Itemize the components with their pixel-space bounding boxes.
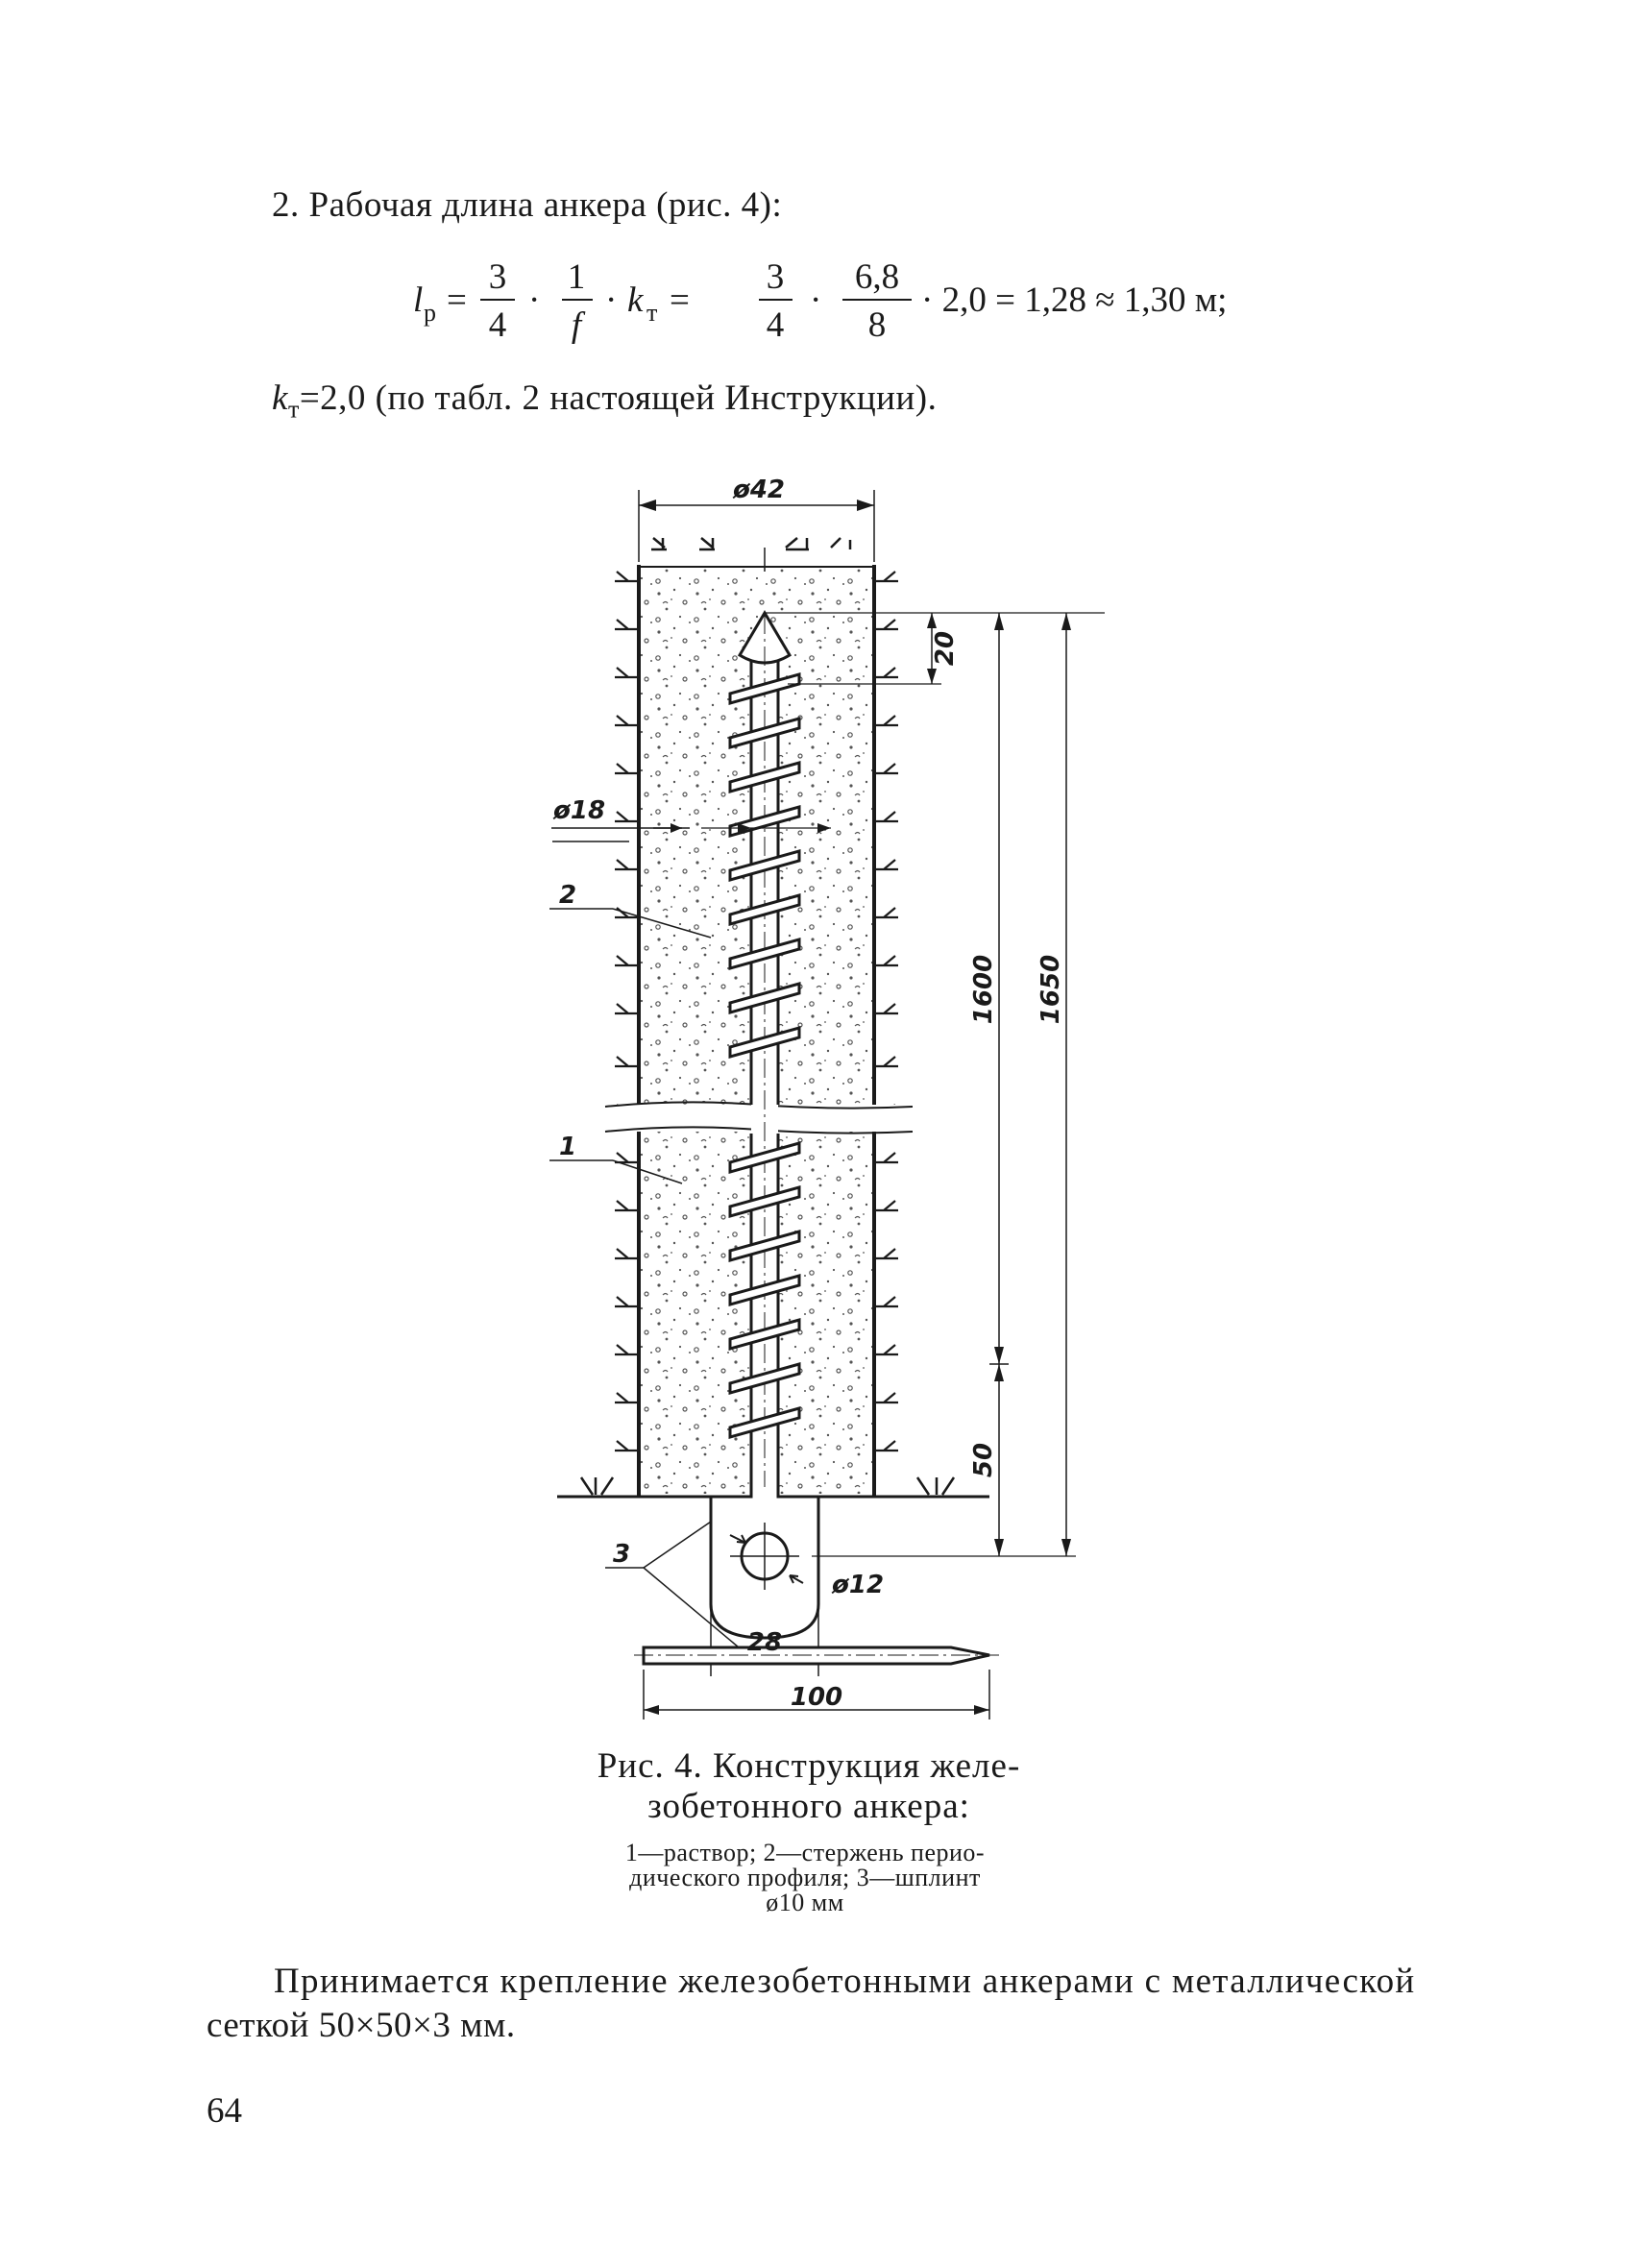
formula-f1-den: 4 bbox=[488, 305, 507, 345]
caption-title-line-1: Рис. 4. Конструкция желе- bbox=[597, 1746, 1021, 1786]
formula-f4-den: 8 bbox=[867, 305, 887, 345]
caption-legend-line-3: ø10 мм bbox=[766, 1889, 844, 1916]
svg-text:=: = bbox=[447, 280, 467, 320]
dim-width-28: 28 bbox=[746, 1628, 783, 1657]
section-heading: 2. Рабочая длина анкера (рис. 4): bbox=[272, 185, 783, 225]
working-length-formula bbox=[408, 252, 1234, 357]
dim-tip-20: 20 bbox=[931, 630, 960, 667]
svg-text:·: · bbox=[528, 280, 541, 320]
svg-text:·: · bbox=[605, 280, 618, 320]
formula-f3-den: 4 bbox=[766, 305, 785, 345]
formula-k-sub: т bbox=[646, 299, 658, 327]
formula-f3-num: 3 bbox=[766, 257, 785, 297]
anchor-drawing bbox=[538, 471, 1114, 1724]
paragraph-line-1: Принимается крепление железобетонными анкерами с металлической bbox=[274, 1962, 1416, 2001]
caption-title-line-2: зобетонного анкера: bbox=[647, 1787, 970, 1826]
formula-f4-num: 6,8 bbox=[854, 257, 900, 297]
dim-hole-diameter-12: ø12 bbox=[832, 1571, 885, 1599]
note-k-sub: т bbox=[287, 395, 300, 424]
formula-f2-den: f bbox=[571, 305, 582, 345]
callout-3: 3 bbox=[613, 1540, 631, 1569]
figure-caption-title bbox=[569, 1746, 1049, 1827]
formula-lhs: l bbox=[413, 280, 424, 320]
caption-legend-line-2: дического профиля; 3—шплинт bbox=[629, 1864, 981, 1891]
dim-length-100: 100 bbox=[790, 1683, 843, 1712]
formula-f1-num: 3 bbox=[488, 257, 507, 297]
note-k: k bbox=[272, 378, 288, 418]
svg-text:·: · bbox=[810, 280, 822, 320]
formula-k: k bbox=[627, 280, 644, 320]
caption-legend-line-1: 1—раствор; 2—стержень перио- bbox=[624, 1839, 986, 1866]
figure-caption-legend bbox=[555, 1841, 1055, 1915]
dim-length-1600: 1600 bbox=[969, 954, 998, 1025]
note-text: =2,0 (по табл. 2 настоящей Инструкции). bbox=[299, 378, 938, 418]
dim-diameter-42: ø42 bbox=[732, 476, 786, 504]
formula-tail: · 2,0 = 1,28 ≈ 1,30 м; bbox=[921, 280, 1228, 320]
dim-rod-diameter-18: ø18 bbox=[553, 796, 606, 825]
coefficient-note bbox=[272, 378, 937, 424]
formula-f2-num: 1 bbox=[567, 257, 586, 297]
page-number: 64 bbox=[207, 2091, 242, 2131]
dim-length-1650: 1650 bbox=[1036, 954, 1065, 1025]
callout-2: 2 bbox=[559, 881, 577, 910]
body-paragraph bbox=[207, 1960, 1427, 2048]
dim-head-50: 50 bbox=[969, 1442, 998, 1478]
formula-lhs-sub: р bbox=[424, 299, 436, 327]
svg-text:=: = bbox=[670, 280, 690, 320]
paragraph-line-2: сеткой 50×50×3 мм. bbox=[207, 2006, 516, 2045]
callout-1: 1 bbox=[559, 1133, 577, 1161]
